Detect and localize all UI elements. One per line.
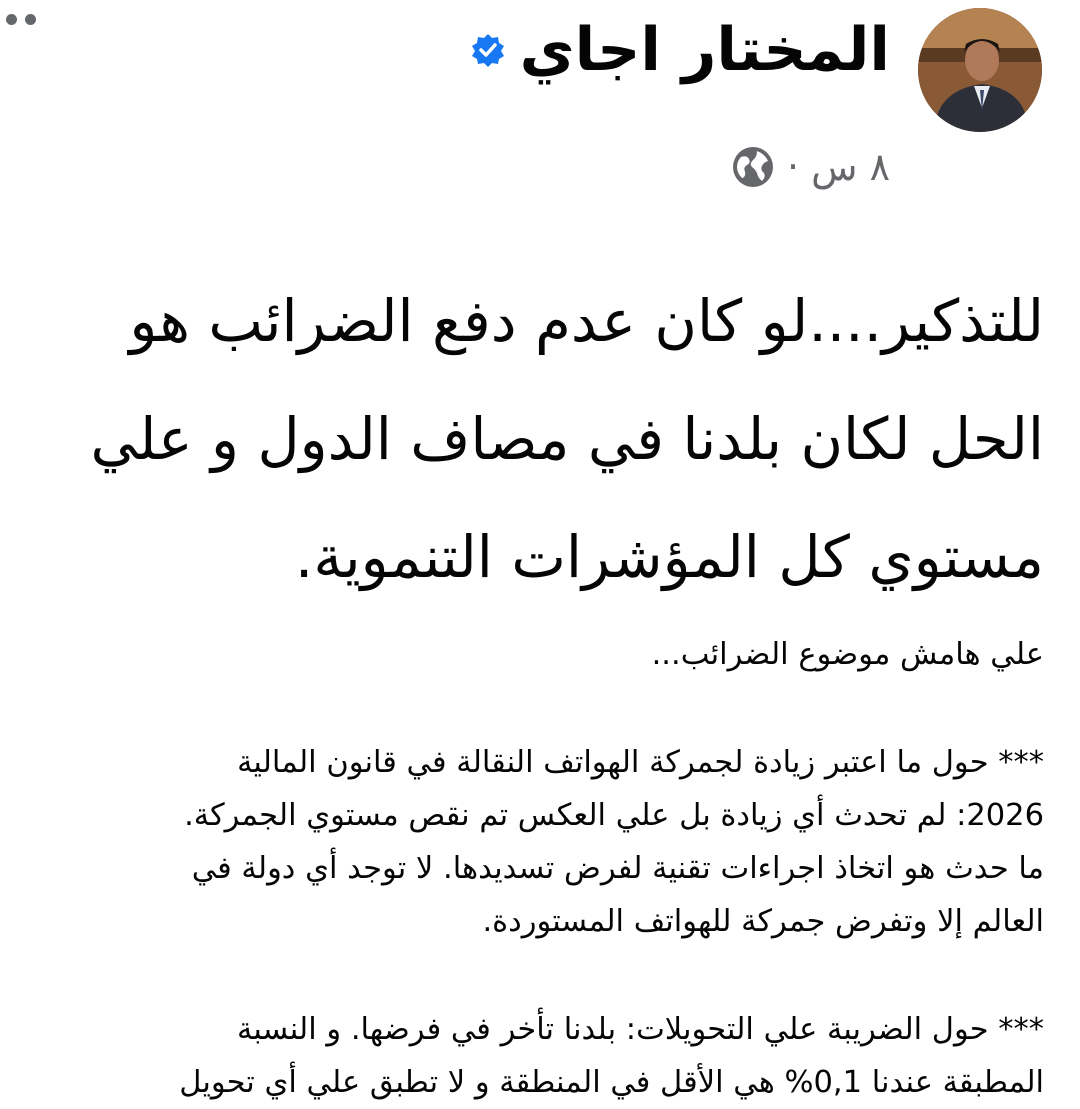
post-body: [4, 628, 1044, 1109]
paragraph-line: المطبقة عندنا 0,1% هي الأقل في المنطقة و لا تطبق علي أي تحويل: [179, 1065, 1044, 1100]
paragraph-line: 2026: لم تحدث أي زيادة بل علي العكس تم نقص مستوي الجمركة.: [184, 798, 1044, 833]
author-name[interactable]: المختار اجاي: [519, 15, 890, 85]
post-author: [470, 15, 890, 85]
paragraph-line: ما حدث هو اتخاذ اجراءات تقنية لفرض تسديدها. لا توجد أي دولة في: [191, 851, 1044, 886]
meta-separator: ·: [787, 145, 800, 189]
paragraph-gap: [4, 681, 1044, 736]
avatar[interactable]: [918, 8, 1042, 132]
headline-line: للتذكير....لو كان عدم دفع الضرائب هو: [129, 287, 1044, 355]
verified-badge-icon: [470, 32, 506, 68]
paragraph-line: *** حول ما اعتبر زيادة لجمركة الهواتف النقالة في قانون المالية: [237, 745, 1044, 780]
headline-line: الحل لكان بلدنا في مصاف الدول و علي: [90, 405, 1044, 473]
more-options-icon[interactable]: [6, 14, 36, 25]
post-headline: [34, 262, 1044, 616]
paragraph-line: العالم إلا وتفرض جمركة للهواتف المستوردة.: [482, 904, 1044, 939]
post-time[interactable]: ٨ س: [811, 145, 890, 189]
headline-line: مستوي كل المؤشرات التنموية.: [294, 523, 1044, 591]
avatar-image: [918, 8, 1042, 132]
post-meta: [731, 145, 890, 189]
globe-icon[interactable]: [731, 145, 775, 189]
post-subtitle: علي هامش موضوع الضرائب...: [651, 637, 1044, 672]
paragraph-gap: [4, 948, 1044, 1003]
paragraph-line: *** حول الضريبة علي التحويلات: بلدنا تأخر في فرضها. و النسبة: [236, 1012, 1044, 1047]
